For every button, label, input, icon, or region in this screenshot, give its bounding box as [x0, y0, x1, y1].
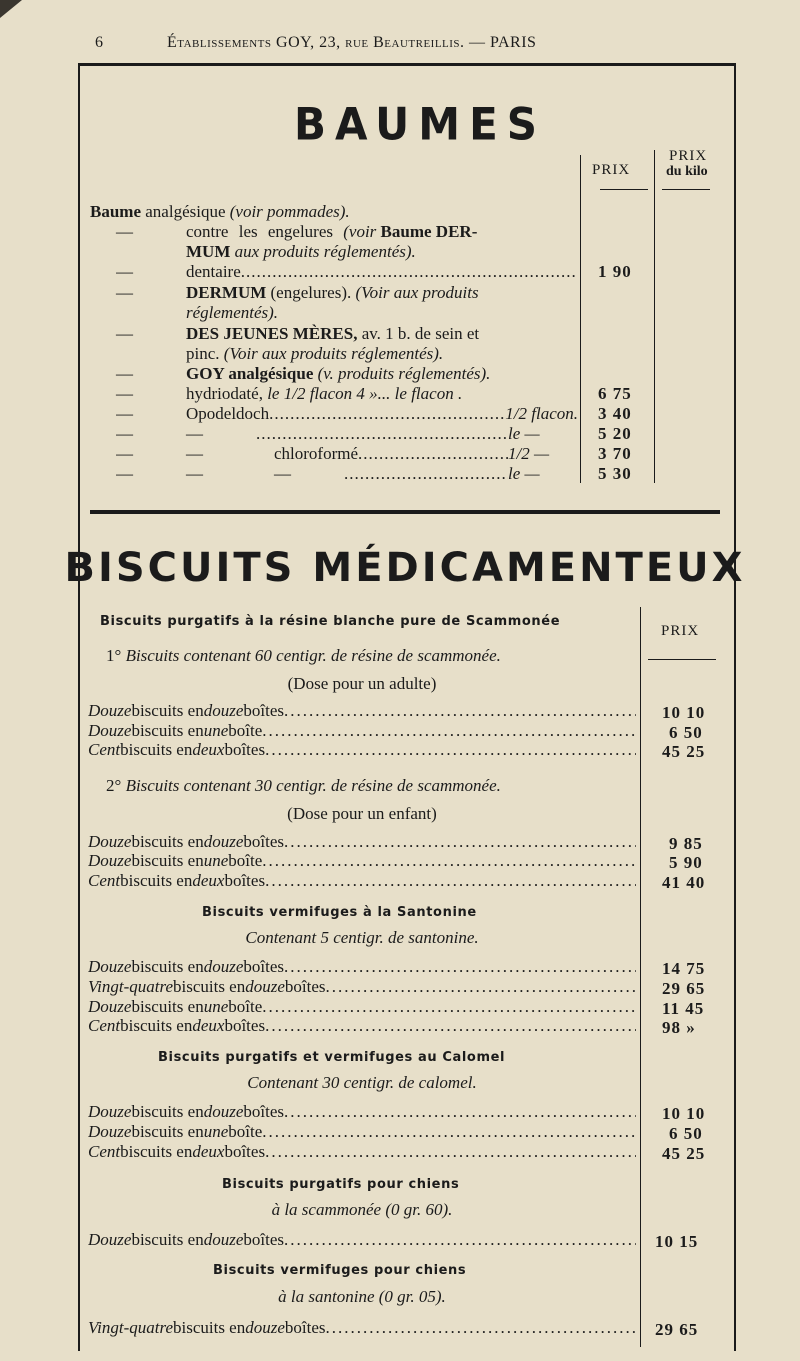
baumes-col-divider-2: [654, 150, 655, 483]
baumes-col-prix: PRIX: [592, 162, 631, 178]
price-s1a-2: 6 50: [669, 723, 703, 742]
price-s2-2: 29 65: [662, 979, 706, 998]
section-heading-santonine: Biscuits vermifuges à la Santonine: [202, 905, 477, 920]
baume-line-1: Baume analgésique (voir pommades).: [90, 202, 350, 221]
baume-line-jeunes-meres-2: pinc. (Voir aux produits réglementés).: [186, 344, 444, 363]
s2-row-4: Cent biscuits en deux boîtes .....: [88, 1016, 636, 1036]
page-header: [95, 34, 536, 52]
s2-row-1: Douze biscuits en douze boîtes .....: [88, 957, 636, 977]
biscuits-col-prix-rule: [648, 659, 716, 660]
s2-row-2: Vingt-quatre biscuits en douze boîtes .....: [88, 977, 636, 997]
price-s3-1: 10 10: [662, 1104, 706, 1123]
price-dentaire: 1 90: [598, 262, 632, 281]
price-hydriodate: 6 75: [598, 384, 632, 403]
s1b-row-1: Douze biscuits en douze boîtes .....: [88, 832, 636, 852]
price-s3-2: 6 50: [669, 1124, 703, 1143]
baumes-col-kilo-2: du kilo: [666, 164, 708, 179]
s4-sub: à la scammonée (0 gr. 60).: [271, 1200, 453, 1219]
left-frame-line: [78, 63, 80, 1351]
s3-sub: Contenant 30 centigr. de calomel.: [247, 1073, 477, 1092]
baume-line-hydriodate: — hydriodaté, le 1/2 flacon 4 »... le flacon .: [116, 384, 463, 403]
s1a-row-2: Douze biscuits en une boîte .....: [88, 721, 636, 741]
s1a-row-3: Cent biscuits en deux boîtes .....: [88, 740, 636, 760]
baume-line-opodeldoch-flacon: — — ..... le —: [116, 424, 578, 444]
baume-line-goy: — GOY analgésique (v. produits réglementés).: [116, 364, 491, 383]
baumes-col-kilo-rule: [662, 189, 710, 190]
baume-line-jeunes-meres: — DES JEUNES MÈRES, av. 1 b. de sein et: [116, 324, 480, 343]
top-rule: [78, 63, 736, 66]
biscuits-title: BISCUITS MÉDICAMENTEUX: [64, 545, 746, 591]
price-s1b-3: 41 40: [662, 873, 706, 892]
s1a-row-1: Douze biscuits en douze boîtes .....: [88, 701, 636, 721]
biscuits-col-prix: PRIX: [661, 623, 700, 639]
s3-row-1: Douze biscuits en douze boîtes .....: [88, 1102, 636, 1122]
section-heading-scammonee: Biscuits purgatifs à la résine blanche pure de Scammonée: [100, 614, 561, 629]
section-heading-chiens-vermifuges: Biscuits vermifuges pour chiens: [213, 1263, 467, 1278]
price-s4-1: 10 15: [655, 1232, 699, 1251]
price-opodeldoch-half: 3 40: [598, 404, 632, 423]
baumes-col-divider-1: [580, 155, 581, 483]
s1b-dose: (Dose pour un enfant): [287, 804, 437, 823]
baume-line-opodeldoch: — Opodeldoch ..... 1/2 flacon.: [116, 404, 578, 424]
section-heading-calomel: Biscuits purgatifs et vermifuges au Calomel: [158, 1050, 506, 1065]
baume-line-dermum-2: réglementés).: [186, 303, 279, 322]
price-s1a-1: 10 10: [662, 703, 706, 722]
s2-row-3: Douze biscuits en une boîte .....: [88, 997, 636, 1017]
right-frame-line: [734, 63, 736, 1351]
s2-sub: Contenant 5 centigr. de santonine.: [245, 928, 479, 947]
s1a-dose: (Dose pour un adulte): [287, 674, 437, 693]
s5-sub: à la santonine (0 gr. 05).: [278, 1287, 446, 1306]
baume-line-chloroforme-half: — — chloroformé ..... 1/2 —: [116, 444, 578, 464]
s3-row-3: Cent biscuits en deux boîtes .....: [88, 1142, 636, 1162]
price-s2-4: 98 »: [662, 1018, 696, 1037]
baumes-col-prix-rule: [600, 189, 648, 190]
price-s2-1: 14 75: [662, 959, 706, 978]
page-corner-shadow: [0, 0, 22, 18]
section-separator: [90, 510, 720, 514]
s1b-title: 2° Biscuits contenant 30 centigr. de résine de scammonée.: [106, 776, 501, 795]
baume-line-2: — contre les engelures (voir Baume DER-: [116, 222, 478, 241]
s1b-row-3: Cent biscuits en deux boîtes .....: [88, 871, 636, 891]
price-opodeldoch-flacon: 5 20: [598, 424, 632, 443]
baume-line-chloroforme-flacon: — — — ..... le —: [116, 464, 578, 484]
s3-row-2: Douze biscuits en une boîte .....: [88, 1122, 636, 1142]
header-text: Établissements GOY, 23, rue Beautreillis. — PARIS: [167, 34, 537, 51]
baumes-title: BAUMES: [293, 98, 547, 151]
price-s3-3: 45 25: [662, 1144, 706, 1163]
baume-line-dentaire: — dentaire .....: [116, 262, 576, 282]
biscuits-col-divider: [640, 607, 641, 1347]
s1a-title: 1° Biscuits contenant 60 centigr. de résine de scammonée.: [106, 646, 501, 665]
s5-row-1: Vingt-quatre biscuits en douze boîtes .....: [88, 1318, 636, 1338]
price-s2-3: 11 45: [662, 999, 705, 1018]
page-number: 6: [95, 34, 104, 51]
price-chloroforme-flacon: 5 30: [598, 464, 632, 483]
price-chloroforme-half: 3 70: [598, 444, 632, 463]
price-s1a-3: 45 25: [662, 742, 706, 761]
s1b-row-2: Douze biscuits en une boîte .....: [88, 851, 636, 871]
baume-line-3: MUM aux produits réglementés).: [186, 242, 416, 261]
s4-row-1: Douze biscuits en douze boîtes .....: [88, 1230, 636, 1250]
baumes-col-kilo-1: PRIX: [669, 148, 708, 164]
price-s1b-2: 5 90: [669, 853, 703, 872]
section-heading-chiens-purgatifs: Biscuits purgatifs pour chiens: [222, 1177, 460, 1192]
baume-line-dermum: — DERMUM (engelures). (Voir aux produits: [116, 283, 479, 302]
price-s1b-1: 9 85: [669, 834, 703, 853]
price-s5-1: 29 65: [655, 1320, 699, 1339]
